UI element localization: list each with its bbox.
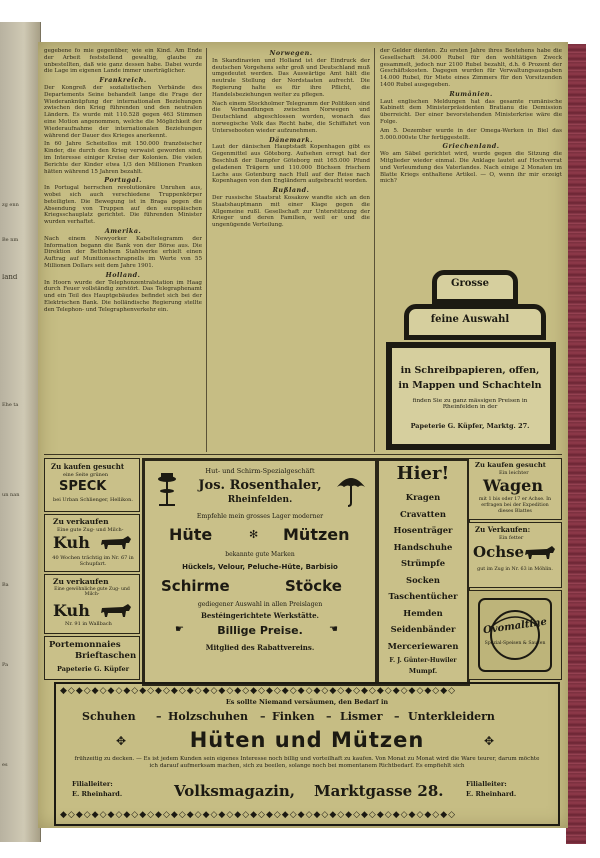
ad-schirme: Schirme — [161, 577, 230, 595]
ad-main: SPECK — [59, 479, 107, 494]
newspaper-page — [38, 42, 568, 828]
ad-item: Lismer — [340, 710, 383, 723]
article-text: In Portugal herrschen revolutionäre Unruhen aus, wobei sich auch verschiedene Truppenkörper beteiligten. Die Bewegung ist in Braga gegen die Absendung von Truppen auf den europäischen Kriegsschauplatz gerichtet. Die führenden Minister wurden verhaftet. — [44, 185, 202, 226]
ad-filialleiter: Filialleiter: — [466, 780, 507, 788]
ad-repair: Bestéingerichtete Werkstätte. — [201, 611, 319, 620]
hand-pointer-icon: ☛ — [175, 624, 184, 635]
ad-list-item: Handschuhe — [393, 541, 453, 552]
column-rule — [374, 48, 375, 452]
section-rule — [44, 454, 562, 455]
ad-repair: gediegener Auswahl in allen Preislagen — [197, 601, 323, 608]
ad-shop: Volksmagazin, — [174, 782, 295, 800]
ad-text: Nr. 91 in Wallbach — [65, 621, 112, 627]
ad-volksmagazin: ◆◇◆◇◆◇◆◇◆◇◆◇◆◇◆◇◆◇◆◇◆◇◆◇◆◇◆◇◆◇◆◇◆◇◆◇◆◇◆◇◆◇◆◇◆◇◆◇◆◇ ◆◇◆◇◆◇◆◇◆◇◆◇◆◇◆◇◆◇◆◇◆◇◆◇◆◇◆◇◆◇◆◇◆◇◆◇◆◇◆◇◆◇◆◇◆◇◆◇◆◇ Es sollte Niemand versäumen, den Bedarf in Schuhen – Holzschuhen – Finken – Lismer – Unterkleidern ✥ Hüten und Mützen ✥ frühzeitig zu decken. — Es ist jedem Kunden sein eigenes Interesse noch billig und vorteilhaft zu kaufen. Von Monat zu Monat wird die Ware teurer, darum möchte ich darauf aufmerksam machen, sich zu beeilen, solange noch bei momentanem Richtbedarf. Es empfiehlt sich Filialleiter: E. Rheinhard. Volksmagazin, Marktgasse 28. Filialleiter: E. Rheinhard. — [54, 682, 560, 826]
article-text: Nach einem Newyorker Kabeltelegramm der Information begann die Bank von der Börse aus. Die Direktion der Bethlehem Stahlwerke erhielt einen Auftrag auf Munitionsschrapnells im Werte von 55 Millionen Dollars seit dem Jahre 1901. — [44, 235, 202, 269]
ad-speck — [44, 458, 140, 512]
ornament-icon: ✥ — [484, 734, 495, 748]
ad-list-item: Hemden — [403, 607, 443, 618]
left-fragment: Ba — [2, 582, 9, 588]
ad-member: Mitglied des Rabattvereins. — [205, 643, 315, 652]
article-column-3 — [380, 48, 562, 266]
ad-line: finden Sie zu ganz mässigen Preisen in Rheinfelden in der — [412, 398, 528, 410]
ad-kuh-2 — [44, 574, 140, 634]
article-heading: Dänemark. — [269, 135, 313, 144]
ad-list-item: Strümpfe — [400, 558, 446, 568]
article-text: der Gelder dienten. Zu ersten Jahre ihres Bestehens habe die Gesellschaft 34.000 Rubel für den wohltätigen Zweck gesammelt, jedoch nur 2100 Rubel bezahlt, d.h. 6 Prozent der Geschäftskosten. Dagegen wurden für Verwaltungsausgaben 14.000 Rubel, für Miete eines Zimmers für den Vorsitzenden 1400 Rubel ausgegeben. — [380, 48, 562, 88]
ad-main: Kuh — [53, 601, 90, 620]
ad-item: Holzschuhen — [168, 710, 249, 723]
ad-item-list — [379, 489, 467, 654]
ad-notice: Es sollte Niemand versäumen, den Bedarf in — [225, 698, 389, 706]
article-heading: Rußland. — [272, 186, 310, 195]
ad-lead: Zu verkaufen — [53, 517, 109, 526]
ad-list-item: Cravatten — [400, 508, 446, 519]
article-heading: Frankreich. — [99, 76, 147, 85]
article-heading: Norwegen. — [269, 49, 313, 57]
adjacent-page-edge — [0, 22, 41, 842]
article-text: Der russische Staatsrat Kosakow wandte sich an den Staatshauptmann mit einer Klage gegen die Allgemeine rußl. Gesellschaft zur Unterstützung der Krieger und deren Familien, weil er und die ungenügende Verteilung. — [212, 194, 370, 229]
article-text: Wo am Säbel gerichtet wird, wurde gegen die Sitzung die Mitglieder wieder einmal. Die Anklage lautet auf Hochverrat und Verleumdung des Vaterlandes. Nach einige 2 Monaten im Blatte Kriegs enthaltene Artikel. — O, wenn ihr mir erzeigt mich? — [380, 151, 562, 185]
ornament-border: ◆◇◆◇◆◇◆◇◆◇◆◇◆◇◆◇◆◇◆◇◆◇◆◇◆◇◆◇◆◇◆◇◆◇◆◇◆◇◆◇◆◇◆◇◆◇◆◇◆◇ — [60, 686, 457, 696]
article-column-1 — [44, 48, 202, 452]
ad-item: Schuhen — [82, 710, 136, 723]
ad-main: Ochse — [473, 543, 525, 561]
ad-item: Finken — [272, 710, 315, 723]
ad-line: Portemonnaies — [49, 640, 121, 650]
article-heading: Griechenland. — [442, 142, 500, 151]
cow-icon — [99, 535, 133, 551]
ad-line: Papeterie G. Küpfer, Marktg. 27. — [410, 422, 530, 430]
ad-list-item: Seidenbänder — [390, 624, 456, 634]
ad-text: gut im Zug in Nr. 63 in Möhlin. — [477, 567, 553, 572]
ad-main: Kuh — [53, 533, 90, 552]
ad-tag: Empfehle mein grosses Lager moderner — [196, 513, 324, 520]
left-fragment: Ehe ta — [2, 402, 19, 408]
ad-brand: Ovomaltine — [482, 616, 548, 637]
article-heading: Holland. — [105, 270, 141, 279]
ad-line: in Mappen und Schachteln — [398, 380, 542, 391]
ad-city: Rheinfelden. — [227, 495, 293, 505]
ornament-border: ◆◇◆◇◆◇◆◇◆◇◆◇◆◇◆◇◆◇◆◇◆◇◆◇◆◇◆◇◆◇◆◇◆◇◆◇◆◇◆◇◆◇◆◇◆◇◆◇◆◇ — [60, 810, 457, 820]
classified-column-left — [44, 458, 140, 680]
ad-shop: F. J. Günter-Huwiler — [389, 657, 457, 664]
article-text: Der Kongreß der sozialistischen Verbände des Departements Seine behandelt lange die Frage der Wiederanknüpfung der internationalen Beziehungen zwischen den Krieg führenden und den neutralen Ländern. Es wurde mit 110.528 gegen 463 Stimmen eine Motion angenommen, welche die Möglichkeit der Wiederaufnahme der internationalen Beziehungen während der Dauer des Krieges anerkennt. — [44, 84, 202, 139]
ad-city: Mumpf. — [408, 667, 438, 675]
ad-ochse — [468, 522, 562, 588]
ad-ovomaltine — [468, 590, 562, 680]
ornament-icon: ✥ — [116, 734, 127, 748]
ad-stocke: Stöcke — [285, 577, 342, 595]
ad-top: Hut- und Schirm-Spezialgeschäft — [205, 467, 315, 475]
ad-list-item: Hosenträger — [393, 525, 453, 535]
ad-wagen — [468, 458, 562, 520]
ad-lead: Zu kaufen gesucht — [475, 461, 546, 469]
ad-manager-name: E. Rheinhard. — [466, 790, 517, 798]
ad-kuh-1 — [44, 514, 140, 572]
ad-name: Jos. Rosenthaler, — [198, 478, 322, 493]
left-fragment: un nan — [2, 492, 20, 498]
article-text: In Skandinavien und Holland ist der Eindruck der deutschen Vorgehens sehr groß und Deutschland muß umgedeutet werden. Das Auswärtige Amt hält die neutrale Stellung der Nordstaaten aufrecht. Die Regierung halte es für ihre Pflicht, die Handelsbeziehungen weiter zu pflegen. — [212, 57, 370, 98]
article-text: In 60 Jahre Scheitellos mit 150.000 französischer Kinder, die durch den Krieg verwaist geworden sind, im Interesse einiger Kreise der Kolonien. Die vielen Berichte der Kinder etwa 1/3 den Millionen Franken hätten während 15 Jahren bezahlt. — [44, 141, 202, 175]
ad-mutzen: Mützen — [283, 525, 350, 544]
ad-list-item: Kragen — [405, 492, 441, 502]
ad-frame-bottom — [386, 342, 556, 450]
article-text: gegebene fo mie gegenüber, wie ein Kind. Am Ende der Arbeit feststellend gewaltig, glaube zu unbestellten, daß wie ganz dessen habe. Dabei wurde die Lage im eigenen Lande immer unerträglicher. — [44, 48, 202, 75]
ad-line: in Schreibpapieren, offen, — [400, 365, 540, 376]
ad-manager-name: E. Rheinhard. — [72, 790, 123, 798]
book-spine — [566, 44, 586, 844]
ad-text: 40 Wochen trächtig im Nr. 67 in Schupfart. — [52, 555, 134, 567]
ad-list-item: Socken — [406, 574, 440, 585]
ad-body: frühzeitig zu decken. — Es ist jedem Kunden sein eigenes Interesse noch billig und vorteilhaft zu kaufen. Von Monat zu Monat wird die Ware teurer, darum möchte ich darauf aufmerksam machen, sich zu beeilen, solange noch bei momentanem Richtbedarf. Es empfiehlt sich — [74, 756, 540, 769]
ad-lead: Zu Verkaufen: — [475, 525, 531, 534]
ad-line: Grosse — [450, 278, 490, 289]
ad-title: Hier! — [396, 463, 450, 484]
ornament-icon: ✻ — [249, 528, 259, 541]
ad-line: feine Auswahl — [430, 314, 510, 325]
left-fragment: zg enn — [2, 202, 19, 208]
ad-sub: Eine gewöhnliche gute Zug- und Milch- — [54, 587, 130, 597]
left-fragment: Be nm — [2, 237, 19, 243]
left-fragment: es — [2, 762, 8, 768]
ad-text: mit 1 bis oder 17 er Achse. In erfragen bei der Expedition dieses Blattes — [478, 497, 552, 514]
ad-text: Spezial-Speisen & Saucen — [484, 641, 546, 646]
ad-hier — [376, 458, 470, 686]
ad-address: Marktgasse 28. — [314, 782, 444, 800]
ad-sub: eine Seite grünen — [63, 472, 109, 478]
article-heading: Portugal. — [104, 176, 142, 185]
column-rule — [206, 48, 207, 452]
article-column-2 — [212, 48, 370, 452]
article-heading: Rumänien. — [449, 89, 493, 98]
ad-contact: bei Urban Schlienger, Hellikon. — [53, 497, 133, 503]
left-fragment: land — [2, 274, 18, 280]
ad-hute: Hüte — [169, 525, 213, 544]
ad-brands-lead: bekannte gute Marken — [225, 551, 295, 558]
ad-headline: Hüten und Mützen — [189, 728, 425, 752]
ad-item: Unterkleidern — [408, 710, 495, 723]
ad-rosenthaler — [142, 458, 378, 686]
ad-sub: Ein leichter — [499, 470, 529, 476]
ad-list-item: Merceriewaren — [387, 640, 459, 651]
left-fragment: Pa — [2, 662, 9, 668]
cow-icon — [99, 603, 133, 619]
ad-prices: Billige Preise. — [217, 624, 303, 637]
ox-icon — [523, 545, 557, 561]
article-text: Nach einem Stockholmer Telegramm der Politiken sind die Verhandlungen zwischen Norwegen und Deutschland abgeschlossen worden, wonach das norwegische Volk das Recht habe, die Schiffahrt von Untersebooten wieder aufzunehmen. — [212, 100, 370, 134]
ad-lead: Zu kaufen gesucht — [51, 462, 125, 471]
article-text: Am 5. Dezember wurde in der Omega-Werken in Biel das 5.000.000ste Uhr fertiggestellt. — [380, 127, 562, 141]
ad-filialleiter: Filialleiter: — [72, 780, 113, 788]
ad-sub: Eine gute Zug- und Milch- — [57, 527, 124, 533]
article-text: Laut der dänischen Hauptstadt Kopenhagen gibt es Gegenmittel aus Göteborg. Aufsehen erregt hat der Beschluß der Dampfer Göteborg mit 165.000 Pfund geladenen Trägern und 110.000 Büchsen frischem Lachs aus Gotenburg nach Hull auf der Reise nach Kopenhagen von den Engländern aufgebracht worden. — [212, 144, 370, 185]
article-text: In Hoorn wurde der Telephonzentralstation im Haag durch Feuer vollständig zerstört. Das Telegraphenamt und ein Teil des Hauptgebäudes befindet sich bei der Elektrischen Bank. Die holländische Regierung stellte den Telephon- und Telegraphenverkehr ein. — [44, 279, 202, 313]
ad-lead: Zu verkaufen — [53, 577, 109, 586]
hand-pointer-icon: ☚ — [329, 624, 338, 635]
classified-column-right — [468, 458, 562, 680]
ad-sub: Ein fetter — [499, 535, 524, 541]
article-heading: Amerika. — [104, 226, 142, 235]
ad-line: Brieftaschen — [75, 651, 137, 661]
ad-main: Wagen — [483, 476, 543, 495]
ad-list-item: Taschentücher — [388, 591, 458, 601]
ad-brands: Hückels, Velour, Peluche-Hüte, Barbisio — [182, 563, 338, 571]
article-text: Laut englischen Meldungen hat das gesamte rumänische Kabinett dem Ministerpräsidenten Bratianu die Demission überreicht. Der einer bevorstehenden Ministerkrise wäre die Folge. — [380, 98, 562, 125]
ad-stationery — [386, 270, 554, 448]
ad-line: Papeterie G. Küpfer — [57, 665, 130, 673]
ad-portemonnaies — [44, 636, 140, 680]
